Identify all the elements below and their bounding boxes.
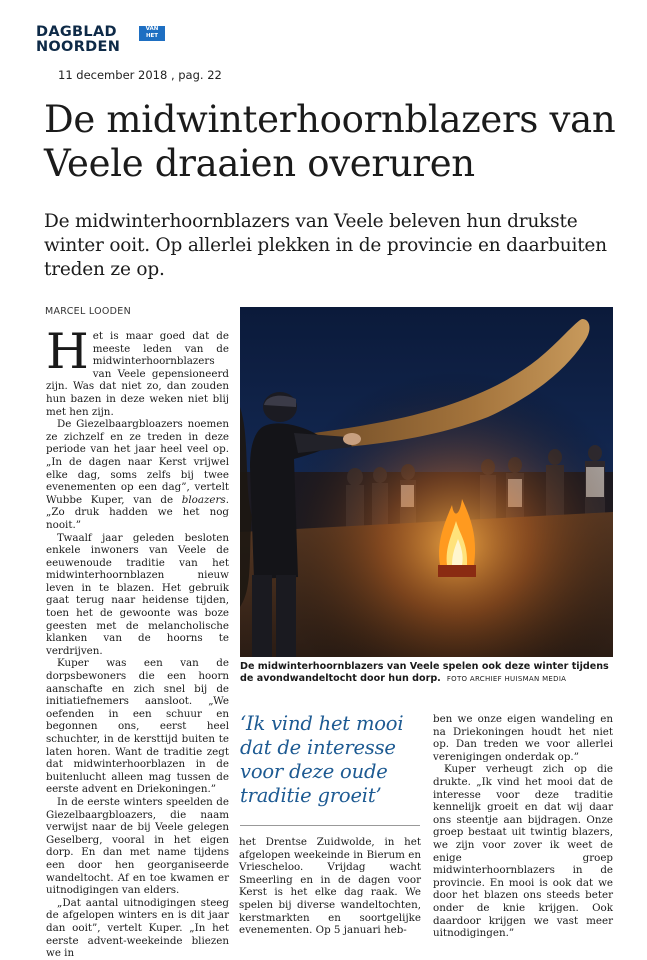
paragraph: Twaalf jaar geleden besloten enkele inwoners van Veele de eeuwenoude traditie van het midwinterhoornblazen nieuw leven in te blazen. Het gebruik gaat terug naar heidense tijden, toen het de gewoonte was boze geesten met de melancholische klanken van de hoorns te verdrijven.	[46, 531, 229, 657]
drop-cap: H	[46, 323, 89, 380]
photo-credit: FOTO ARCHIEF HUISMAN MEDIA	[446, 675, 567, 683]
caption-text: De midwinterhoornblazers van Veele spelen ook deze winter tijdens de avondwandeltocht door hun dorp.	[240, 661, 609, 684]
article-lead: De midwinterhoornblazers van Veele beleven hun drukste winter ooit. Op allerlei plekken in de provincie en daarbuiten treden ze op.	[44, 211, 607, 280]
pull-quote: ‘Ik vind het mooi dat de interesse voor deze oude traditie groeit’	[240, 712, 404, 807]
logo-line-1: DAGBLAD	[36, 24, 117, 40]
article-column-1	[46, 323, 229, 960]
paragraph	[46, 323, 229, 418]
paragraph: „Dat aantal uitnodigingen steeg de afgelopen winters en is dit jaar dan ooit”, vertelt Kuper. „In het eerste advent-weekeinde bliezen we in	[46, 896, 229, 960]
paragraph-text: . „Zo druk hadden we het nog nooit.”	[46, 493, 229, 531]
dateline: 11 december 2018 , pag. 22	[58, 68, 222, 82]
article-column-2	[239, 836, 421, 937]
paragraph: In de eerste winters speelden de Giezelbaargbloazers, die naam verwijst naar de bij Veele gelegen Geselberg, vooral in het eigen dorp. En dan met name tijdens een door hen georganiseerde wandeltocht. Af en toe kwamen er uitnodigingen van elders.	[46, 795, 229, 897]
emphasis: bloazers	[181, 493, 226, 506]
paragraph: Kuper verheugt zich op die drukte. „Ik vind het mooi dat de interesse voor deze traditie kennelijk groeit en dat wij daar ons steentje aan bijdragen. Onze groep bestaat uit twintig blazers, we zijn voor zover ik weet de enige groep midwinterhoornblazers in de provincie. En mooi is ook dat we door het blazen ons steeds beter onder de knie krijgen. Ook daardoor krijgen we vast meer uitnodigingen.”	[433, 763, 613, 940]
byline: MARCEL LOODEN	[45, 306, 132, 317]
paragraph-text: et is maar goed dat de meeste leden van de midwinterhoornblazers van Veele gepensioneerd zijn. Was dat niet zo, dan zouden hun bazen in deze weken niet blij met hen zijn.	[46, 330, 229, 418]
article-headline: De midwinterhoornblazers van Veele draaien overuren	[44, 98, 616, 185]
logo-line-2: NOORDEN	[36, 39, 121, 55]
article-column-3	[433, 713, 613, 940]
paragraph: Kuper was een van de dorpsbewoners die een hoorn aanschafte en zich snel bij de initiatiefnemers aansloot. „We oefenden in een schuur en begonnen ons, eerst heel schuchter, in de kersttijd buiten te laten horen. Want de traditie zegt dat midwinterhoorblazen in de buitenlucht alleen mag tussen de eerste advent en Driekoningen.”	[46, 657, 229, 796]
photo-illustration	[240, 307, 613, 657]
paragraph-text: De Giezelbaargbloazers noemen ze zichzelf en ze treden in deze periode van het jaar heel veel op. „In de dagen naar Kerst vrijwel elke dag, soms zelfs bij twee evenementen op een dag”, vertelt Wubbe Kuper, van de	[46, 418, 229, 506]
divider	[240, 825, 420, 826]
paragraph: het Drentse Zuidwolde, in het afgelopen weekeinde in Bierum en Vriescheloo. Vrijdag wacht Smeerling en in de dagen voor Kerst is het elke dag raak. We spelen bij diverse wandeltochten, kerstmarkten en soortgelijke evenementen. Op 5 januari heb-	[239, 836, 421, 937]
paragraph: ben we onze eigen wandeling en na Driekoningen houdt het niet op. Dan treden we voor allerlei verenigingen onderdak op.”	[433, 713, 613, 763]
paragraph	[46, 418, 229, 531]
newspaper-logo	[36, 25, 176, 59]
article-photo	[240, 307, 613, 657]
logo-badge: VAN HET	[139, 26, 165, 41]
photo-caption	[240, 661, 615, 685]
